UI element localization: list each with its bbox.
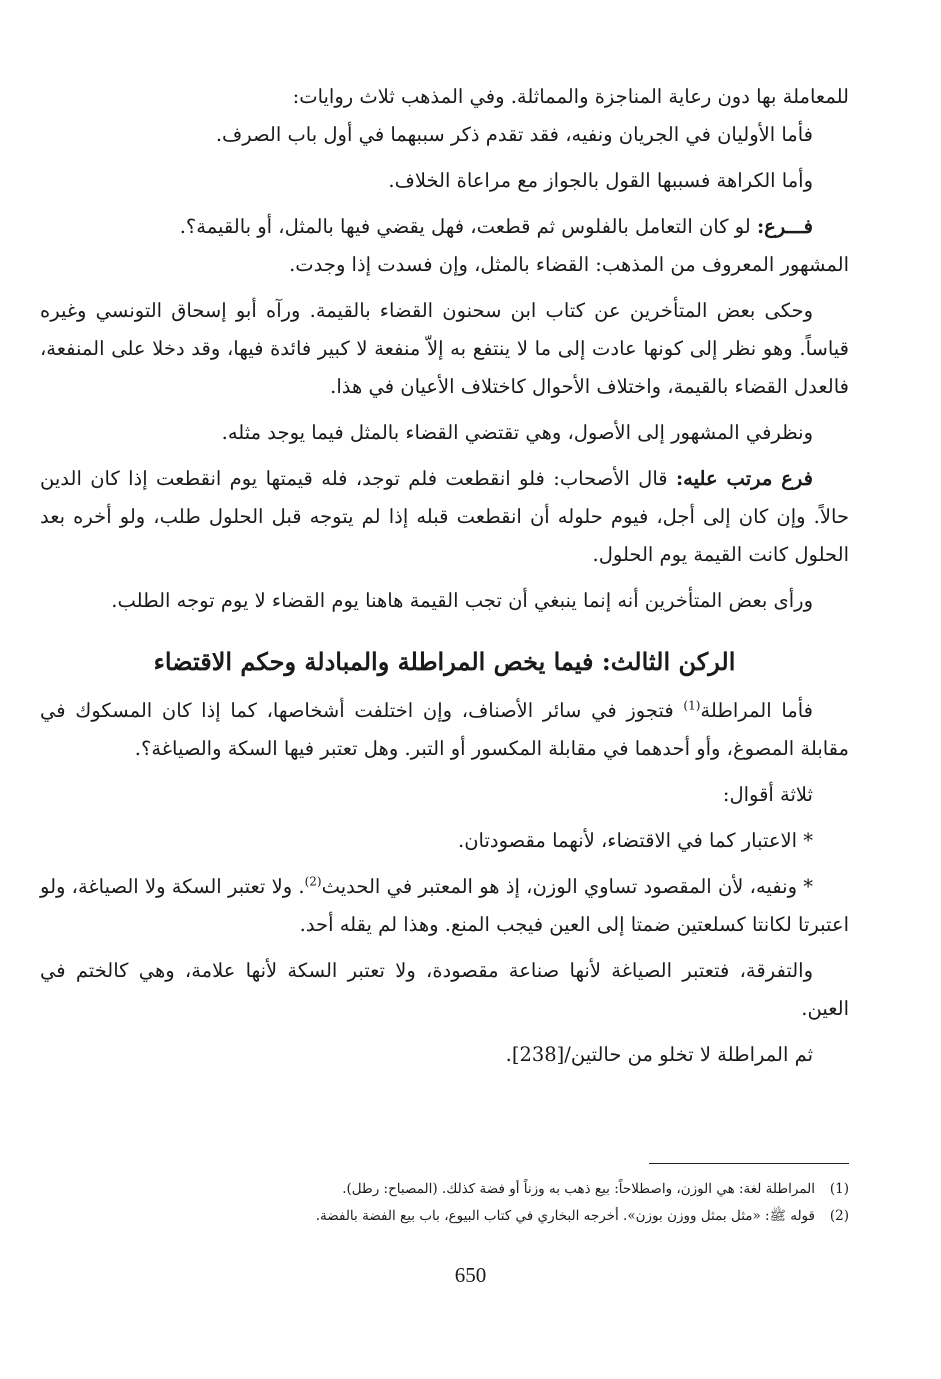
footnote-number: (2): [829, 1208, 849, 1224]
list-item: * ونفيه، لأن المقصود تساوي الوزن، إذ هو المعتبر في الحديث$^{(2)}$. ولا تعتبر السكة ولا الصياغة، ولو اعتبرتا لكانتا كسلعتين ضمتا إلى العين فيجب المنع. وهذا لم يقله أحد.: [40, 874, 849, 936]
branch-label: فرع مرتب عليه:: [675, 467, 814, 490]
footnote-ref[interactable]: (2): [304, 874, 322, 889]
paragraph: ثلاثة أقوال:: [722, 783, 813, 806]
footnote-ref[interactable]: (1): [683, 698, 701, 713]
page-number: 650: [454, 1263, 487, 1287]
paragraph: وحكى بعض المتأخرين عن كتاب ابن سحنون القضاء بالقيمة. ورآه أبو إسحاق التونسي وغيره قياساً. وهو نظر إلى كونها عادت إلى ما لا ينتفع به إلاّ منفعة لا كبير فائدة فيها، وقد دخلا على المنفعة، فالعدل القضاء بالقيمة، واختلاف الأحوال كاختلاف الأعيان في هذا.: [40, 299, 849, 398]
list-item: * الاعتبار كما في الاقتضاء، لأنهما مقصودتان.: [458, 829, 813, 852]
section-heading: الركن الثالث: فيما يخص المراطلة والمبادلة وحكم الاقتضاء: [153, 647, 736, 676]
footnote-number: (1): [829, 1181, 849, 1197]
branch-text: قال الأصحاب: فلو انقطعت فلم توجد، فله قيمتها يوم انقطعت إذا كان الدين حالاً. وإن كان إلى أجل، فيوم حلوله أن انقطعت قبله إذا لم يتوجه قبل الحلول طلب، ولو أخره بعد الحلول كانت القيمة يوم الحلول.: [40, 467, 849, 566]
paragraph: فأما المراطلة$^{(1)}$ فتجوز في سائر الأصناف، وإن اختلفت أشخاصها، كما إذا كان المسكوك في مقابلة المصوغ، وأو أحدهما في مقابلة المكسور أو التبر. وهل تعتبر فيها السكة والصياغة؟.: [40, 698, 849, 760]
paragraph: للمعاملة بها دون رعاية المناجزة والمماثلة. وفي المذهب ثلاث روايات:: [292, 85, 849, 108]
branch-paragraph: [40, 208, 849, 246]
footnote-divider: [649, 1163, 849, 1164]
footnote: [40, 1176, 849, 1203]
footnote: [40, 1203, 849, 1230]
footnote-text: قوله ﷺ: «مثل بمثل ووزن بوزن». أخرجه البخاري في كتاب البيوع، باب بيع الفضة بالفضة.: [315, 1208, 815, 1224]
page-body: [40, 78, 849, 1074]
paragraph: فأما الأوليان في الجريان ونفيه، فقد تقدم ذكر سببهما في أول باب الصرف.: [215, 123, 813, 146]
branch-label: فـــرع:: [756, 215, 813, 238]
paragraph: ونظرفي المشهور إلى الأصول، وهي تقتضي القضاء بالمثل فيما يوجد مثله.: [221, 421, 813, 444]
paragraph: والتفرقة، فتعتبر الصياغة لأنها صناعة مقصودة، ولا تعتبر السكة لأنها علامة، وهي كالختم في العين.: [40, 959, 849, 1020]
branch-paragraph: [40, 460, 849, 574]
paragraph: وأما الكراهة فسببها القول بالجواز مع مراعاة الخلاف.: [388, 169, 813, 192]
paragraph: ورأى بعض المتأخرين أنه إنما ينبغي أن تجب القيمة هاهنا يوم القضاء لا يوم توجه الطلب.: [111, 589, 813, 612]
branch-text: لو كان التعامل بالفلوس ثم قطعت، فهل يقضي فيها بالمثل، أو بالقيمة؟.: [179, 215, 757, 238]
footnotes: [40, 1176, 849, 1230]
paragraph: المشهور المعروف من المذهب: القضاء بالمثل، وإن فسدت إذا وجدت.: [289, 253, 849, 276]
footnote-text: المراطلة لغة: هي الوزن، واصطلاحاً: بيع ذهب به وزناً أو فضة كذلك. (المصباح: رطل).: [342, 1181, 815, 1197]
paragraph: ثم المراطلة لا تخلو من حالتين/[238].: [505, 1043, 813, 1066]
